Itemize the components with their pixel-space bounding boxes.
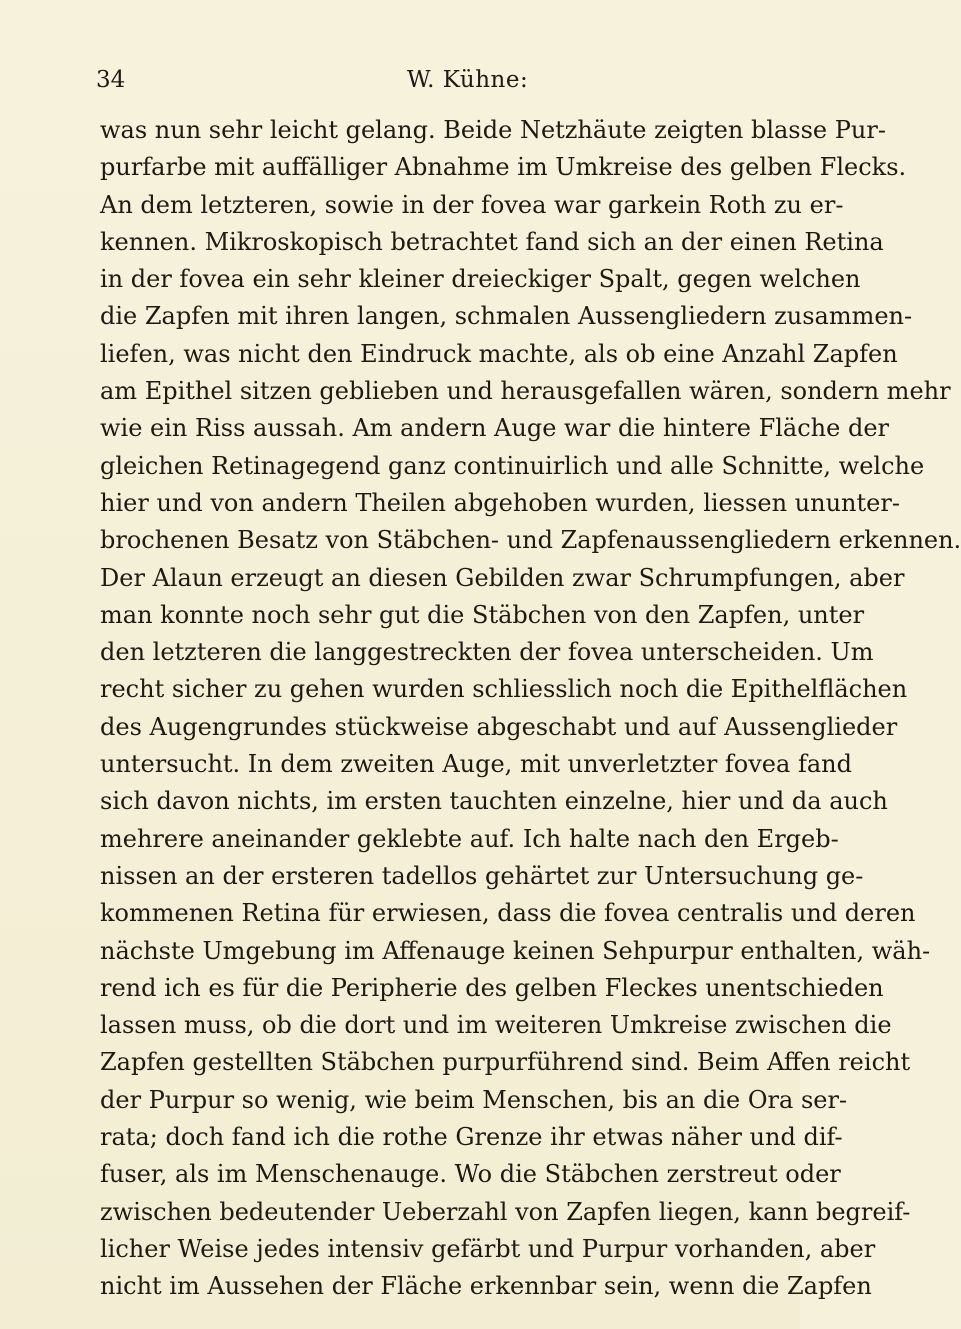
text-line: des Augengrundes stückweise abgeschabt und auf Aussenglieder	[100, 712, 898, 741]
text-line: den letzteren die langgestreckten der fovea unterscheiden. Um	[100, 638, 874, 667]
text-line: An dem letzteren, sowie in der fovea war garkein Roth zu er-	[100, 190, 844, 219]
text-line: brochenen Besatz von Stäbchen- und Zapfenaussengliedern erkennen.	[100, 526, 961, 555]
text-line: liefen, was nicht den Eindruck machte, als ob eine Anzahl Zapfen	[100, 339, 898, 368]
text-line: zwischen bedeutender Ueberzahl von Zapfen liegen, kann begreif-	[100, 1197, 911, 1226]
text-line: nächste Umgebung im Affenauge keinen Sehpurpur enthalten, wäh-	[100, 936, 931, 965]
text-line: nicht im Aussehen der Fläche erkennbar sein, wenn die Zapfen	[100, 1272, 872, 1301]
text-line: Zapfen gestellten Stäbchen purpurführend sind. Beim Affen reicht	[100, 1048, 911, 1077]
page-number: 34	[96, 67, 126, 93]
text-line: man konnte noch sehr gut die Stäbchen von den Zapfen, unter	[100, 600, 865, 629]
text-line: der Purpur so wenig, wie beim Menschen, bis an die Ora ser-	[100, 1085, 848, 1114]
text-line: rata; doch fand ich die rothe Grenze ihr etwas näher und dif-	[100, 1123, 843, 1152]
text-line: purfarbe mit auffälliger Abnahme im Umkreise des gelben Flecks.	[100, 153, 907, 182]
text-line: sich davon nichts, im ersten tauchten einzelne, hier und da auch	[100, 787, 888, 816]
running-head: W. Kühne:	[407, 67, 529, 93]
text-line: untersucht. In dem zweiten Auge, mit unverletzter fovea fand	[100, 750, 852, 779]
page-header	[96, 60, 736, 96]
text-line: kennen. Mikroskopisch betrachtet fand sich an der einen Retina	[100, 227, 884, 256]
text-line: hier und von andern Theilen abgehoben wurden, liessen ununter-	[100, 488, 900, 517]
text-line: am Epithel sitzen geblieben und herausgefallen wären, sondern mehr	[100, 377, 951, 406]
text-line: Der Alaun erzeugt an diesen Gebilden zwar Schrumpfungen, aber	[100, 563, 905, 592]
text-line: rend ich es für die Peripherie des gelben Fleckes unentschieden	[100, 973, 884, 1002]
text-line: recht sicher zu gehen wurden schliesslich noch die Epithelflächen	[100, 675, 908, 704]
text-line: was nun sehr leicht gelang. Beide Netzhäute zeigten blasse Pur-	[100, 116, 886, 144]
text-line: gleichen Retinagegend ganz continuirlich und alle Schnitte, welche	[100, 451, 925, 480]
text-line: in der fovea ein sehr kleiner dreieckiger Spalt, gegen welchen	[100, 265, 861, 294]
text-line: wie ein Riss aussah. Am andern Auge war die hintere Fläche der	[100, 414, 890, 443]
text-line: kommenen Retina für erwiesen, dass die fovea centralis und deren	[100, 899, 916, 928]
text-line: mehrere aneinander geklebte auf. Ich halte nach den Ergeb-	[100, 824, 839, 853]
text-line: die Zapfen mit ihren langen, schmalen Aussengliedern zusammen-	[100, 302, 913, 331]
text-line: lassen muss, ob die dort und im weiteren Umkreise zwischen die	[100, 1011, 892, 1040]
text-line: licher Weise jedes intensiv gefärbt und Purpur vorhanden, aber	[100, 1234, 876, 1263]
body-text	[100, 112, 961, 1306]
text-line: fuser, als im Menschenauge. Wo die Stäbchen zerstreut oder	[100, 1160, 841, 1189]
text-line: nissen an der ersteren tadellos gehärtet zur Untersuchung ge-	[100, 861, 864, 890]
